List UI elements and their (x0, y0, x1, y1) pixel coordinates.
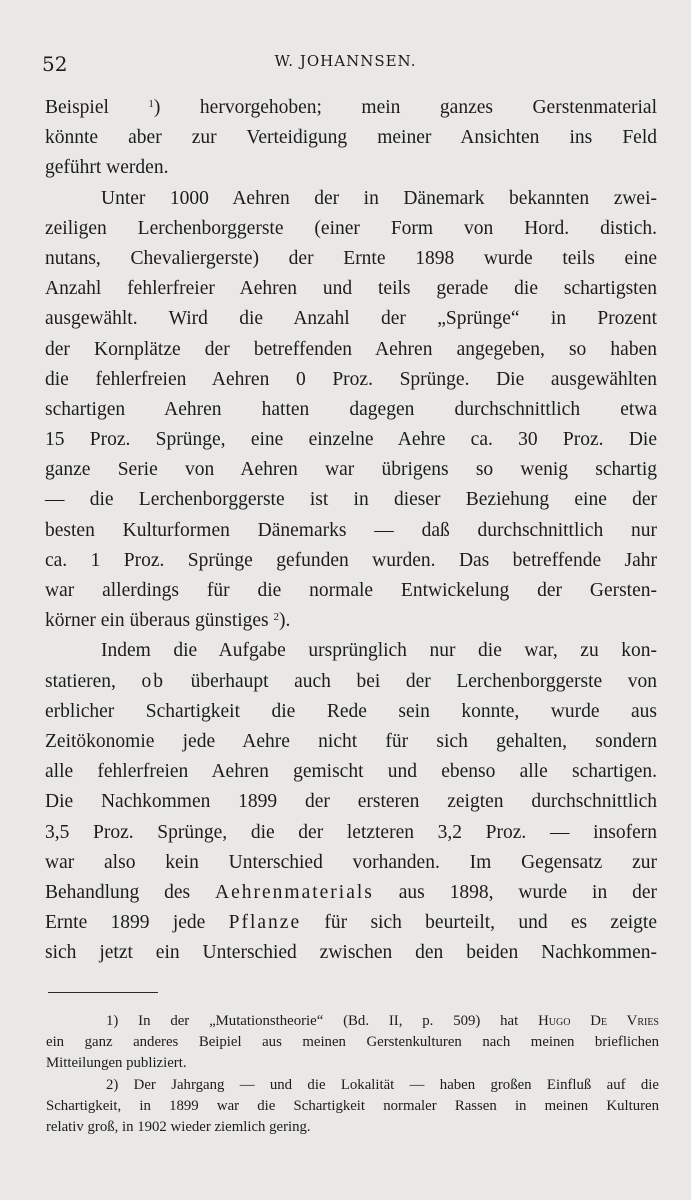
text-run: ein ganz anderes Beipiel aus meinen Gerstenkulturen nach meinen brieflichen (46, 1034, 659, 1051)
text-line (45, 335, 657, 365)
text-line (45, 214, 657, 244)
text-run: ) hervorgehoben; mein ganzes Gerstenmaterial (153, 97, 657, 118)
text-line (45, 606, 657, 636)
text-line (45, 93, 657, 123)
footnote-line (46, 1011, 659, 1032)
footnote-line (46, 1117, 659, 1138)
footnote-marker: 2 (273, 611, 280, 624)
text-run: geführt werden. (45, 157, 169, 179)
spaced-emphasis: Pflanze (228, 912, 302, 934)
text-run: für sich beurteilt, und es zeigte (301, 912, 657, 934)
spaced-emphasis: Aehrenmaterials (215, 881, 374, 903)
text-line (45, 697, 657, 727)
footnotes (46, 1011, 659, 1138)
text-run: überhaupt auch bei der Lerchenborggerste von (165, 670, 657, 692)
text-line (45, 485, 657, 515)
text-run: ausgewählt. Wird die Anzahl der „Sprünge“ in Prozent (45, 308, 657, 330)
text-run: Indem die Aufgabe ursprünglich nur die war, zu kon- (101, 640, 657, 662)
footnote-rule (48, 992, 158, 993)
text-run: erblicher Schartigkeit die Rede sein konnte, wurde aus (45, 700, 657, 722)
text-line (45, 365, 657, 395)
page-number: 52 (42, 52, 68, 76)
text-line (45, 848, 657, 878)
text-run: statieren, (45, 670, 142, 692)
text-run: war also kein Unterschied vorhanden. Im Gegensatz zur (45, 851, 657, 873)
text-run: schartigen Aehren hatten dagegen durchschnittlich etwa (45, 398, 657, 420)
text-run: der Kornplätze der betreffenden Aehren angegeben, so haben (45, 338, 657, 360)
text-run: Die Nachkommen 1899 der ersteren zeigten durchschnittlich (45, 791, 657, 813)
text-run: war allerdings für die normale Entwickelung der Gersten- (45, 580, 657, 601)
text-run: sich jetzt ein Unterschied zwischen den beiden Nachkommen- (45, 942, 657, 964)
text-run: könnte aber zur Verteidigung meiner Ansichten ins Feld (45, 127, 657, 149)
text-line (45, 636, 657, 666)
text-line (45, 425, 657, 455)
text-run: ). (279, 610, 291, 632)
text-run: körner ein überaus günstiges (45, 610, 274, 632)
text-run: Beispiel (45, 97, 149, 118)
text-run: Anzahl fehlerfreier Aehren und teils gerade die schartigsten (45, 278, 657, 300)
text-run: nutans, Chevaliergerste) der Ernte 1898 wurde teils eine (45, 247, 657, 269)
main-text (45, 93, 657, 968)
text-line (45, 878, 657, 908)
text-line (45, 244, 657, 274)
text-line (45, 153, 657, 183)
text-run: Behandlung des (45, 881, 216, 903)
text-run: Ernte 1899 jede (45, 912, 229, 934)
footnote-marker: 1 (148, 98, 154, 110)
text-line (45, 908, 657, 938)
text-line (45, 123, 657, 153)
text-run: Mitteilungen publiziert. (46, 1055, 187, 1072)
text-line (45, 395, 657, 425)
text-run: 1) In der „Mutationstheorie“ (Bd. II, p. 509) hat (106, 1013, 539, 1029)
footnote-line (46, 1075, 659, 1096)
text-run: die fehlerfreien Aehren 0 Proz. Sprünge. Die ausgewählten (45, 368, 657, 390)
text-line (45, 938, 657, 968)
text-run: ca. 1 Proz. Sprünge gefunden wurden. Das betreffende Jahr (45, 549, 657, 571)
text-line (45, 304, 657, 334)
text-run: alle fehlerfreien Aehren gemischt und ebenso alle schartigen. (45, 761, 657, 783)
author-name: Hugo De Vries (538, 1013, 659, 1029)
text-run: — die Lerchenborggerste ist in dieser Beziehung eine der (45, 489, 657, 511)
text-line (45, 274, 657, 304)
text-line (45, 787, 657, 817)
text-run: besten Kulturformen Dänemarks — daß durchschnittlich nur (45, 519, 657, 541)
text-run: ganze Serie von Aehren war übrigens so wenig schartig (45, 459, 657, 481)
text-line (45, 516, 657, 546)
spaced-emphasis: ob (141, 670, 165, 692)
text-run: Schartigkeit, in 1899 war die Schartigkeit normaler Rassen in meinen Kulturen (46, 1097, 659, 1114)
page-header (0, 52, 691, 76)
text-line (45, 455, 657, 485)
text-line (45, 818, 657, 848)
text-line (45, 184, 657, 214)
footnote-line (46, 1032, 659, 1053)
text-run: Unter 1000 Aehren der in Dänemark bekannten zwei- (101, 187, 657, 209)
text-run: 2) Der Jahrgang — und die Lokalität — haben großen Einfluß auf die (106, 1076, 659, 1093)
text-run: 3,5 Proz. Sprünge, die der letzteren 3,2 Proz. — insofern (45, 821, 657, 843)
text-line (45, 727, 657, 757)
text-run: 15 Proz. Sprünge, eine einzelne Aehre ca. 30 Proz. Die (45, 429, 657, 451)
text-run: zeiligen Lerchenborggerste (einer Form von Hord. distich. (45, 217, 657, 239)
text-run: relativ groß, in 1902 wieder ziemlich gering. (46, 1118, 311, 1135)
text-line (45, 546, 657, 576)
running-head: W. JOHANNSEN. (274, 52, 417, 70)
footnote-line (46, 1053, 659, 1074)
text-line (45, 667, 657, 697)
text-run: aus 1898, wurde in der (373, 881, 657, 903)
text-line (45, 576, 657, 606)
text-run: Zeitökonomie jede Aehre nicht für sich gehalten, sondern (45, 730, 657, 752)
footnote-line (46, 1096, 659, 1117)
text-line (45, 757, 657, 787)
